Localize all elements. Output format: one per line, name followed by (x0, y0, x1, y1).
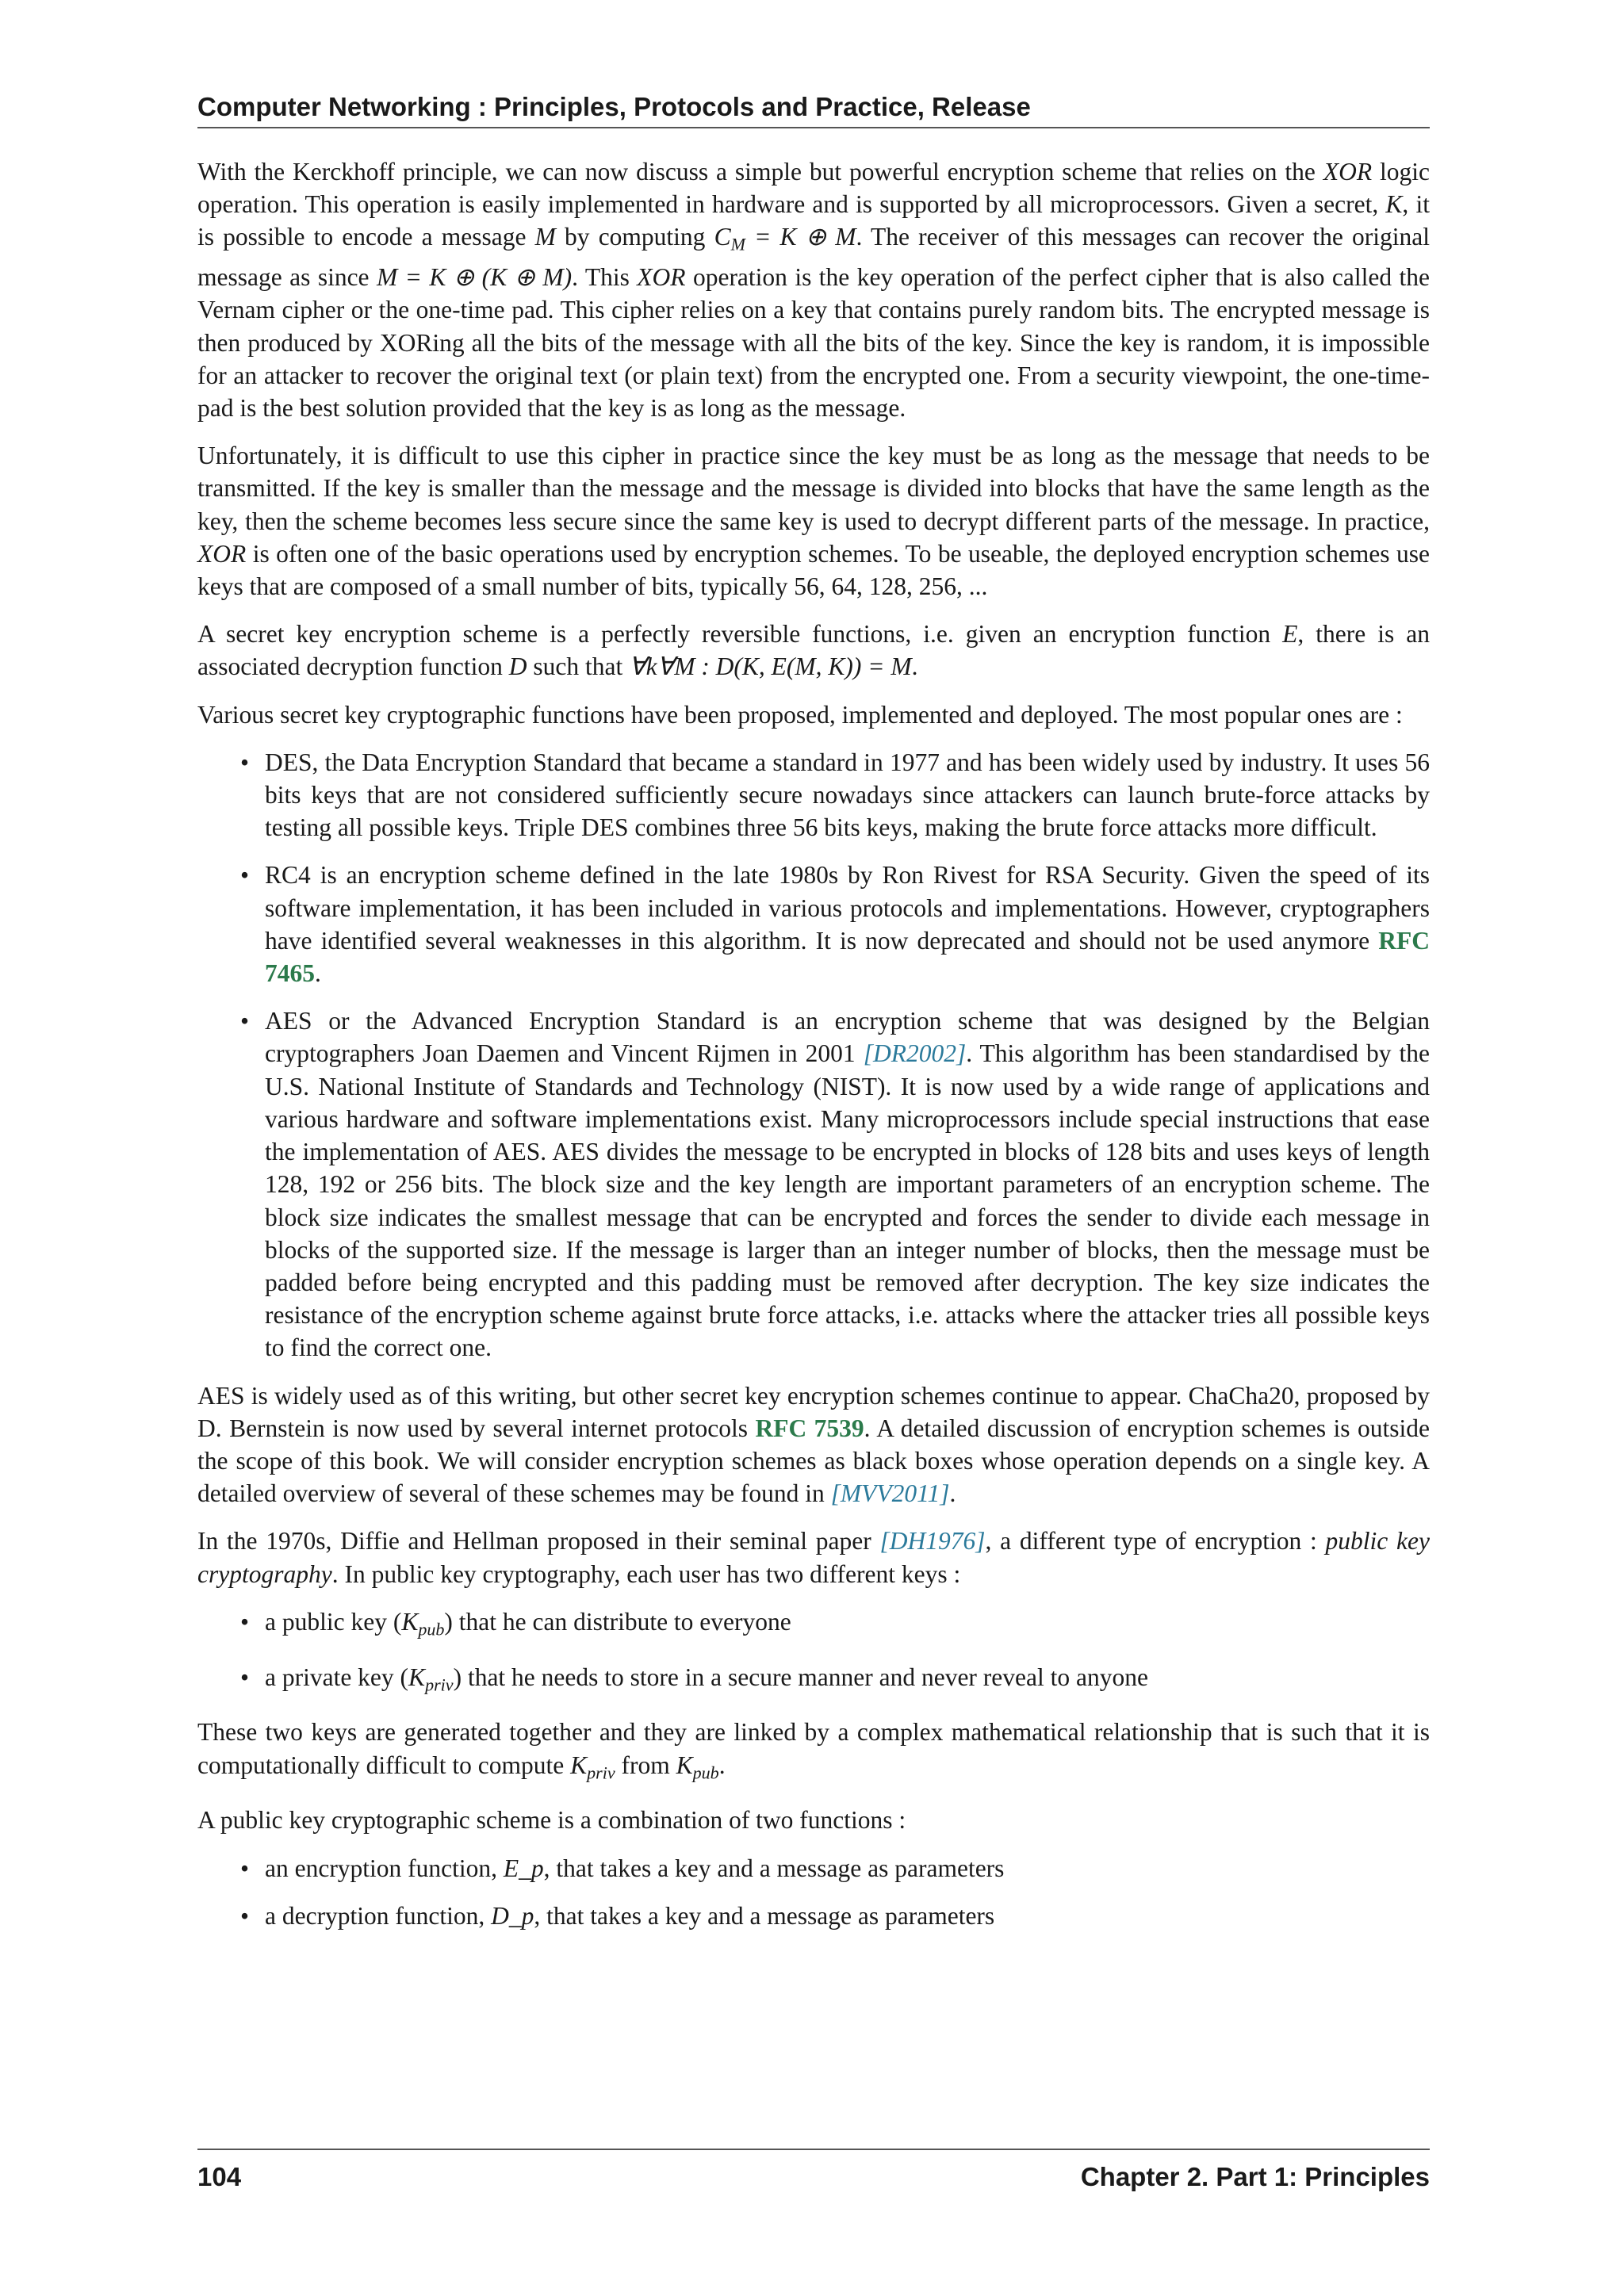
citation-dh1976[interactable]: [DH1976] (879, 1527, 986, 1556)
math-decrypt: M = K ⊕ (K ⊕ M) (376, 263, 573, 292)
xor-term: XOR (637, 263, 686, 292)
paragraph-key-length: Unfortunately, it is difficult to use this cipher in practice since the key must be as long as the message that needs to be transmitted. If the key is smaller than the message and the message is divided into blocks that have the same length as the key, then the scheme becomes less secure since the same key is used to decrypt different parts of the message. In practice, XOR is often one of the basic operations used by encryption schemes. To be useable, the deployed encryption schemes use keys that are composed of a small number of bits, typically 56, 64, 128, 256, ... (197, 442, 1430, 601)
xor-term: XOR (1323, 158, 1373, 186)
page-number: 104 (197, 2162, 242, 2191)
math-reversible: ∀k∀M : D(K, E(M, K)) = M (629, 652, 912, 681)
paragraph-key-relationship: These two keys are generated together and they are linked by a complex mathematical relationship that is such that it is computationally difficult to compute $K_{priv}$ from $K_{pub}$. (197, 1718, 1430, 1783)
list-item-rc4: • RC4 is an encryption scheme defined in the late 1980s by Ron Rivest for RSA Security. Given the speed of its software implementation, it has been included in various protocols and implementations. However, cryptographers have identified several weaknesses in this algorithm. It is now deprecated and should not be used anymore RFC 7465. (197, 859, 1430, 989)
keys-list (197, 1605, 1430, 1701)
page-content (197, 155, 1430, 1947)
math-cm: $C_M = K$ ⊕ M (714, 223, 856, 255)
list-item-encryption-function: • an encryption function, E_p, that takes a key and a message as parameters (197, 1852, 1430, 1885)
citation-mvv2011[interactable]: [MVV2011] (830, 1479, 950, 1508)
math-m: M (534, 223, 556, 251)
running-header (197, 89, 1430, 128)
rfc-7539-link[interactable]: RFC 7539 (755, 1414, 864, 1442)
term-public-key-cryptography: public key cryptography (197, 1527, 1430, 1588)
document-page (197, 0, 1430, 2296)
chapter-title: Chapter 2. Part 1: Principles (1080, 2162, 1430, 2191)
book-title: Computer Networking : Principles, Protocols and Practice, Release (197, 92, 1031, 121)
paragraph-aes-usage: AES is widely used as of this writing, but other secret key encryption schemes continue to appear. ChaCha20, proposed by D. Bernstein is now used by several internet protocols RFC 7539. A detailed discussion of encryption schemes is outside the scope of this book. We will consider encryption schemes as black boxes whose operation depends on a single key. A detailed overview of several of these schemes may be found in [MVV2011]. (197, 1381, 1430, 1508)
list-item-aes: • AES or the Advanced Encryption Standard is an encryption scheme that was designed by the Belgian cryptographers Joan Daemen and Vincent Rijmen in 2001 [DR2002]. This algorithm has been standardised by the U.S. National Institute of Standards and Technology (NIST). It is now used by a wide range of applications and various hardware and software implementations exist. Many microprocessors include special instructions that ease the implementation of AES. AES divides the message to be encrypted in blocks of 128 bits and uses keys of length 128, 192 or 256 bits. The block size and the key length are important parameters of an encryption scheme. The block size indicates the smallest message that can be encrypted and forces the sender to divide each message in blocks of the supported size. If the message is larger than an integer number of blocks, then the message must be padded before being encrypted and this padding must be removed after decryption. The key size indicates the resistance of the encryption scheme against brute force attacks, i.e. attacks where the attacker tries all possible keys to find the correct one. (197, 1004, 1430, 1364)
list-item-public-key: • a public key $(K_{pub})$ that he can distribute to everyone (197, 1605, 1430, 1646)
list-item-private-key: • a private key $(K_{priv})$ that he needs to store in a secure manner and never reveal to anyone (197, 1661, 1430, 1701)
math-e: E (1282, 620, 1298, 649)
rfc-7465-link[interactable]: RFC 7465 (265, 926, 1430, 988)
list-item-decryption-function: • a decryption function, D_p, that takes a key and a message as parameters (197, 1900, 1430, 1932)
citation-dr2002[interactable]: [DR2002] (863, 1039, 967, 1068)
paragraph-public-key: In the 1970s, Diffie and Hellman proposed in their seminal paper [DH1976], a different type of encryption : public key cryptography. In public key cryptography, each user has two different keys : (197, 1527, 1430, 1588)
cipher-list (197, 746, 1430, 1364)
running-footer (197, 2149, 1430, 2193)
math-d: D (508, 652, 527, 681)
paragraph-xor: With the Kerckhoff principle, we can now discuss a simple but powerful encryption scheme that relies on the XOR logic operation. This operation is easily implemented in hardware and is supported by all microprocessors. Given a secret, K, it is possible to encode a message M by computing $C_M = K$ ⊕ M. The receiver of this messages can recover the original message as since M = K ⊕ (K ⊕ M). This XOR operation is the key operation of the perfect cipher that is also called the Vernam cipher or the one-time pad. This cipher relies on a key that contains purely random bits. The encrypted message is then produced by XORing all the bits of the message with all the bits of the key. Since the key is random, it is impossible for an attacker to recover the original text (or plain text) from the encrypted one. From a security viewpoint, the one-time-pad is the best solution provided that the key is as long as the message. (197, 158, 1430, 423)
paragraph-secret-key: A secret key encryption scheme is a perfectly reversible functions, i.e. given an encryption function E, there is an associated decryption function D such that ∀k∀M : D(K, E(M, K)) = M. (197, 620, 1430, 681)
paragraph-popular: Various secret key cryptographic functions have been proposed, implemented and deployed. The most popular ones are : (197, 700, 1403, 729)
functions-list (197, 1852, 1430, 1932)
xor-term: XOR (197, 539, 247, 568)
list-item-des: • DES, the Data Encryption Standard that became a standard in 1977 and has been widely used by industry. It uses 56 bits keys that are not considered sufficiently secure nowadays since attackers can launch brute-force attacks by testing all possible keys. Triple DES combines three 56 bits keys, making the brute force attacks more difficult. (197, 746, 1430, 844)
math-k: K (1385, 190, 1403, 219)
paragraph-two-functions: A public key cryptographic scheme is a combination of two functions : (197, 1806, 906, 1835)
